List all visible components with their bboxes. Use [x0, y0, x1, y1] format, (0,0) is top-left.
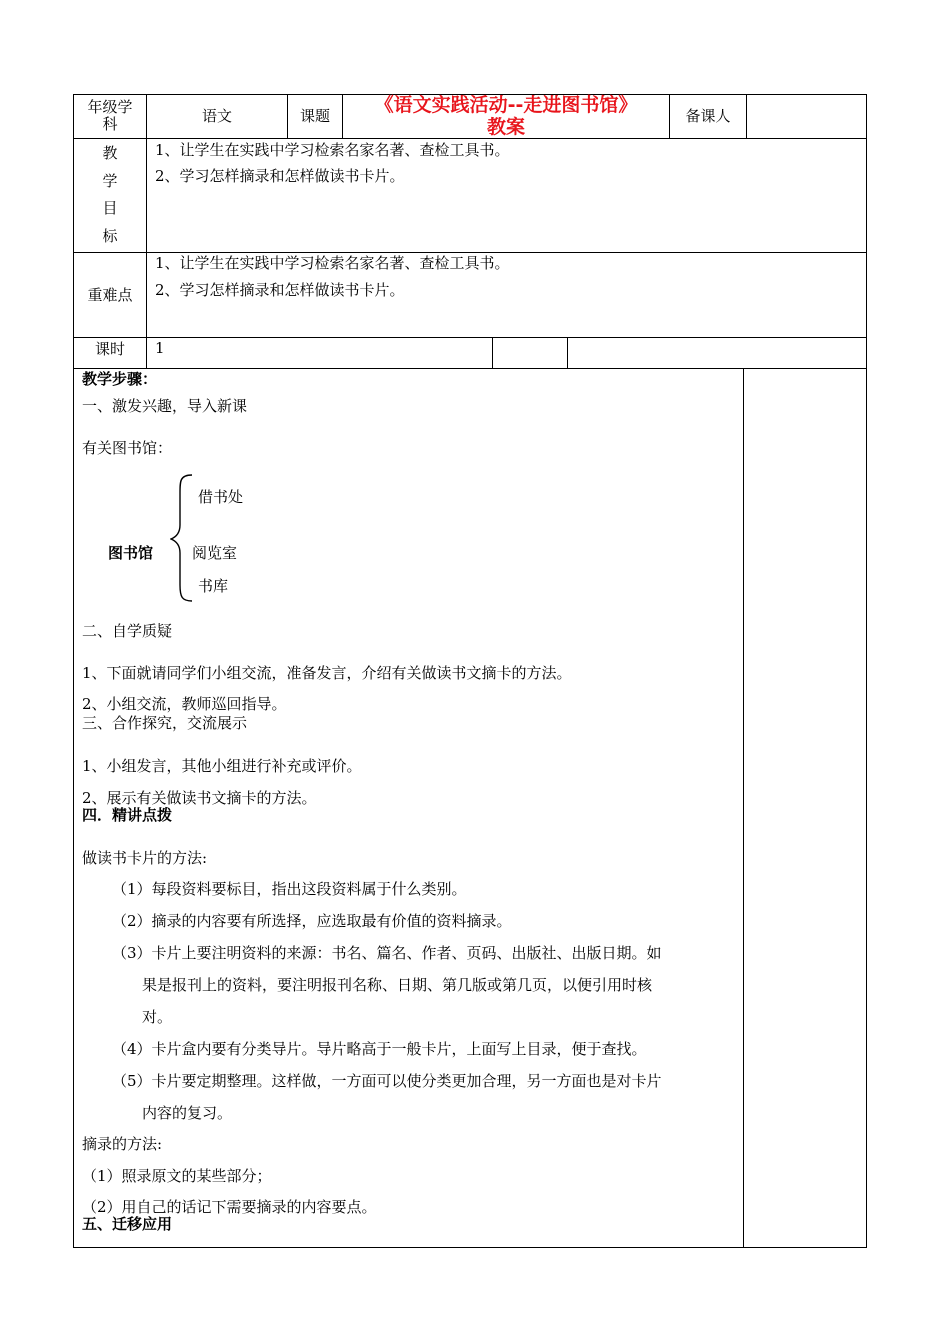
- card-method-item: （3）卡片上要注明资料的来源：书名、篇名、作者、页码、出版社、出版日期。如: [112, 944, 662, 962]
- section-2-heading: 二、自学质疑: [82, 622, 173, 640]
- grade-subject-label: 年级学科: [87, 98, 133, 133]
- card-method-item-cont: 内容的复习。: [142, 1104, 233, 1122]
- row-divider: [73, 138, 867, 139]
- card-method-title: 做读书卡片的方法:: [82, 849, 208, 867]
- card-method-item: （4）卡片盒内要有分类导片。导片略高于一般卡片，上面写上目录，便于查找。: [112, 1040, 647, 1058]
- excerpt-method-item: （1）照录原文的某些部分；: [82, 1167, 272, 1185]
- row-divider: [73, 337, 867, 338]
- lesson-title: 《语文实践活动--走进图书馆》教案: [374, 94, 638, 138]
- library-intro: 有关图书馆：: [82, 439, 173, 457]
- section-5-heading: 五、迁移应用: [82, 1215, 173, 1233]
- col-divider: [567, 337, 568, 368]
- library-item: 书库: [198, 577, 229, 595]
- s2-item: 2、小组交流，教师巡回指导。: [82, 695, 287, 713]
- col-divider: [342, 94, 343, 138]
- notes-column-divider: [743, 368, 744, 1248]
- key-point-item: 2、学习怎样摘录和怎样做读书卡片。: [155, 281, 405, 299]
- card-method-item-cont: 对。: [142, 1008, 173, 1026]
- section-4-heading: 四．精讲点拨: [82, 806, 173, 824]
- objectives-label: 教 学 目 标: [102, 144, 118, 245]
- preparer-label: 备课人: [685, 106, 731, 125]
- excerpt-method-title: 摘录的方法:: [82, 1135, 163, 1153]
- library-center-label: 图书馆: [108, 544, 154, 562]
- topic-label: 课题: [299, 106, 330, 125]
- col-divider: [492, 337, 493, 368]
- section-1-heading: 一、激发兴趣，导入新课: [82, 397, 248, 415]
- excerpt-method-item: （2）用自己的话记下需要摘录的内容要点。: [82, 1198, 377, 1216]
- card-method-item: （2）摘录的内容要有所选择，应选取最有价值的资料摘录。: [112, 912, 512, 930]
- curly-brace-icon: [170, 473, 194, 603]
- key-points-label: 重难点: [87, 285, 133, 304]
- library-item: 借书处: [198, 488, 244, 506]
- row-divider: [73, 368, 867, 369]
- card-method-item-cont: 果是报刊上的资料，要注明报刊名称、日期、第几版或第几页，以便引用时核: [142, 976, 653, 994]
- subject-value: 语文: [201, 106, 232, 125]
- section-3-heading: 三、合作探究，交流展示: [82, 714, 248, 732]
- s3-item: 1、小组发言，其他小组进行补充或评价。: [82, 757, 362, 775]
- steps-heading: 教学步骤：: [82, 370, 158, 388]
- objective-item: 1、让学生在实践中学习检索名家名著、查检工具书。: [155, 141, 510, 159]
- table-bottom-border: [73, 1247, 867, 1248]
- hours-value: 1: [155, 339, 165, 357]
- library-item: 阅览室: [192, 544, 238, 562]
- s2-item: 1、下面就请同学们小组交流，准备发言，介绍有关做读书文摘卡的方法。: [82, 664, 572, 682]
- hours-label: 课时: [94, 339, 125, 358]
- col-divider: [746, 94, 747, 138]
- card-method-item: （5）卡片要定期整理。这样做，一方面可以使分类更加合理，另一方面也是对卡片: [112, 1072, 662, 1090]
- card-method-item: （1）每段资料要标目，指出这段资料属于什么类别。: [112, 880, 467, 898]
- objective-item: 2、学习怎样摘录和怎样做读书卡片。: [155, 167, 405, 185]
- s3-item: 2、展示有关做读书文摘卡的方法。: [82, 789, 317, 807]
- table-right-border: [866, 94, 867, 1248]
- key-point-item: 1、让学生在实践中学习检索名家名著、查检工具书。: [155, 254, 510, 272]
